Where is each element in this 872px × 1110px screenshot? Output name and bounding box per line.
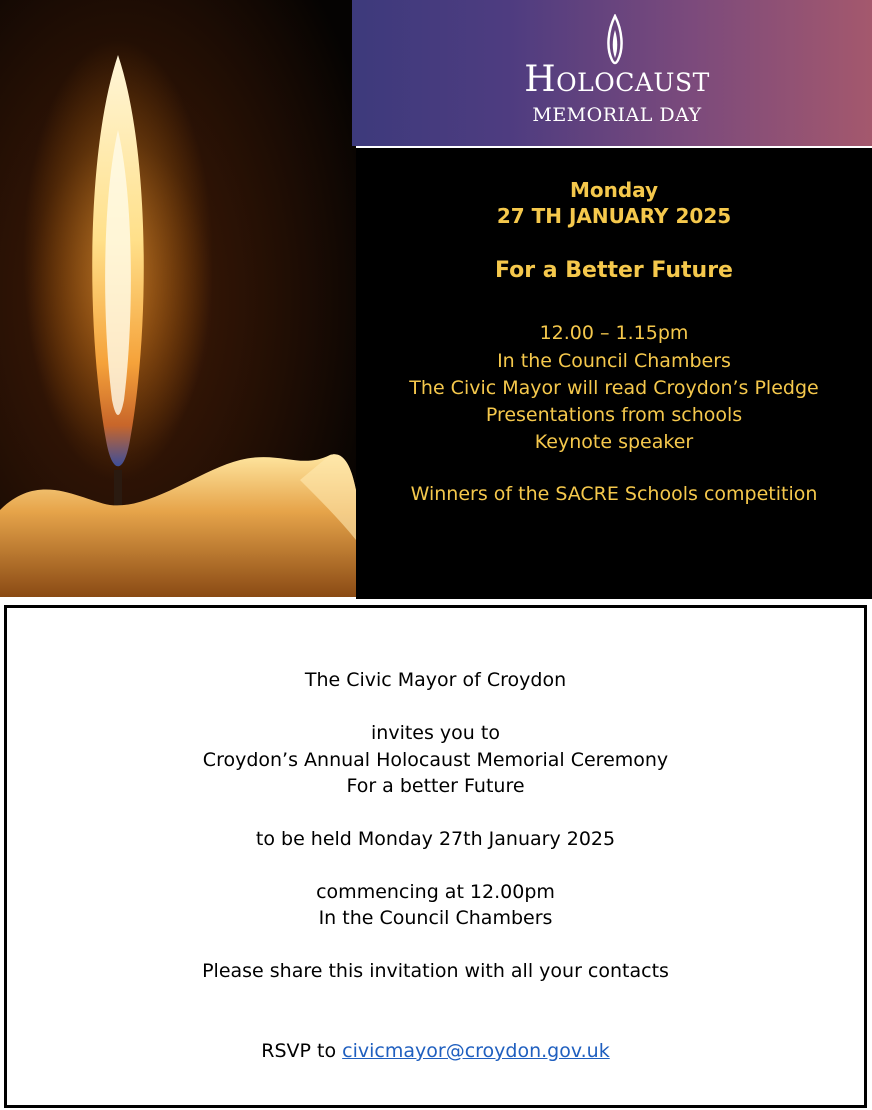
- event-info-panel: [356, 148, 872, 599]
- invitation-theme: For a better Future: [346, 775, 525, 797]
- event-date: 27 TH JANUARY 2025: [496, 204, 732, 228]
- invitation-ceremony: Croydon’s Annual Holocaust Memorial Ceremony: [202, 749, 669, 771]
- logo-title: Holocaust: [524, 59, 710, 100]
- event-time: 12.00 – 1.15pm: [539, 322, 689, 344]
- rsvp-email-link[interactable]: civicmayor@croydon.gov.uk: [342, 1040, 610, 1062]
- invitation-start-time: commencing at 12.00pm: [316, 881, 555, 903]
- rsvp-label: RSVP to: [261, 1040, 337, 1062]
- event-venue: In the Council Chambers: [497, 350, 731, 372]
- logo-subtitle: MEMORIAL DAY: [532, 104, 702, 126]
- event-competition: Winners of the SACRE Schools competition: [410, 483, 818, 505]
- hmd-logo-banner: [352, 0, 872, 146]
- invitation-date: to be held Monday 27th January 2025: [255, 828, 616, 850]
- invitation-share-note: Please share this invitation with all your contacts: [202, 960, 669, 982]
- event-presentations: Presentations from schools: [485, 404, 743, 426]
- event-pledge: The Civic Mayor will read Croydon’s Pledge: [409, 377, 819, 399]
- event-keynote: Keynote speaker: [534, 431, 694, 453]
- invitation-venue: In the Council Chambers: [318, 907, 553, 929]
- invitation-host: The Civic Mayor of Croydon: [304, 669, 567, 691]
- event-theme: For a Better Future: [495, 258, 733, 283]
- candle-image: [0, 0, 356, 597]
- event-day: Monday: [569, 178, 659, 202]
- invitation-box: [4, 605, 867, 1108]
- rsvp-line: [7, 1039, 864, 1063]
- invitation-invites: invites you to: [371, 722, 500, 744]
